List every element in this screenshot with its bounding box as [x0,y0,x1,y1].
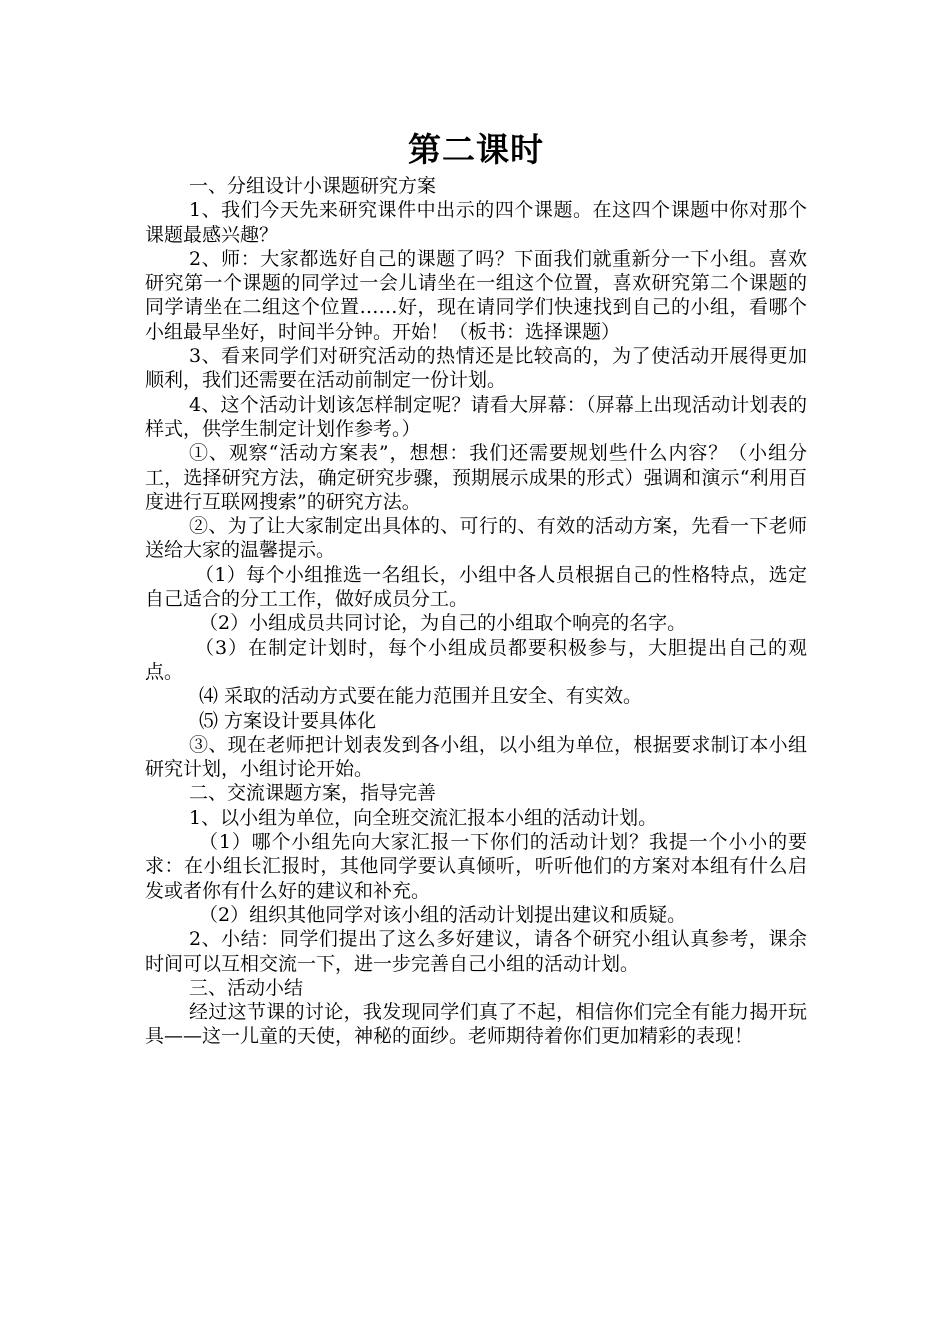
paragraph: ②、为了让大家制定出具体的、可行的、有效的活动方案，先看一下老师送给大家的温馨提示。 [145,515,807,562]
paragraph: 2、师：大家都选好自己的课题了吗？下面我们就重新分一下小组。喜欢研究第一个课题的同学过一会儿请坐在一组这个位置，喜欢研究第二个课题的同学请坐在二组这个位置……好，现在请同学们快速找到自己的小组，看哪个小组最早坐好，时间半分钟。开始！（板书：选择课题） [145,247,807,343]
section-heading-3: 三、活动小结 [189,976,304,999]
section-heading-1: 一、分组设计小课题研究方案 [189,175,437,197]
paragraph: 3、看来同学们对研究活动的热情还是比较高的，为了使活动开展得更加顺利，我们还需要在活动前制定一份计划。 [145,345,807,392]
document-body [145,128,807,1049]
paragraph: 4、这个活动计划该怎样制定呢？请看大屏幕：（屏幕上出现活动计划表的样式，供学生制定计划作参考。） [145,393,807,440]
list-item: （1）每个小组推选一名组长，小组中各人员根据自己的性格特点，选定自己适合的分工工作，做好成员分工。 [145,563,807,611]
list-item: （3）在制定计划时，每个小组成员都要积极参与，大胆提出自己的观点。 [145,636,807,683]
section-heading-2: 二、交流课题方案，指导完善 [189,782,437,805]
paragraph: ③、现在老师把计划表发到各小组，以小组为单位，根据要求制订本小组研究计划，小组讨论开始。 [145,733,807,781]
list-item: （2）组织其他同学对该小组的活动计划提出建议和质疑。 [199,903,687,926]
list-item: ⑸ 方案设计要具体化 [199,709,377,732]
paragraph: 1、以小组为单位，向全班交流汇报本小组的活动计划。 [189,806,658,829]
paragraph: 2、小结：同学们提出了这么多好建议，请各个研究小组认真参考，课余时间可以互相交流一下，进一步完善自己小组的活动计划。 [145,928,807,975]
page-title: 第二课时 [408,130,544,169]
list-item: （1）哪个小组先向大家汇报一下你们的活动计划？我提一个小小的要求：在小组长汇报时，其他同学要认真倾听，听听他们的方案对本组有什么启发或者你有什么好的建议和补充。 [145,831,807,902]
list-item: （2）小组成员共同讨论，为自己的小组取个响亮的名字。 [199,612,687,635]
list-item: ⑷ 采取的活动方式要在能力范围并且安全、有实效。 [199,685,643,708]
paragraph: 经过这节课的讨论，我发现同学们真了不起，相信你们完全有能力揭开玩具——这一儿童的天使，神秘的面纱。老师期待着你们更加精彩的表现！ [145,1001,807,1048]
paragraph: ①、观察“活动方案表”，想想：我们还需要规划些什么内容？（小组分工，选择研究方法，确定研究步骤，预期展示成果的形式）强调和演示“利用百度进行互联网搜索”的研究方法。 [145,442,807,513]
paragraph: 1、我们今天先来研究课件中出示的四个课题。在这四个课题中你对那个课题最感兴趣？ [145,199,807,246]
